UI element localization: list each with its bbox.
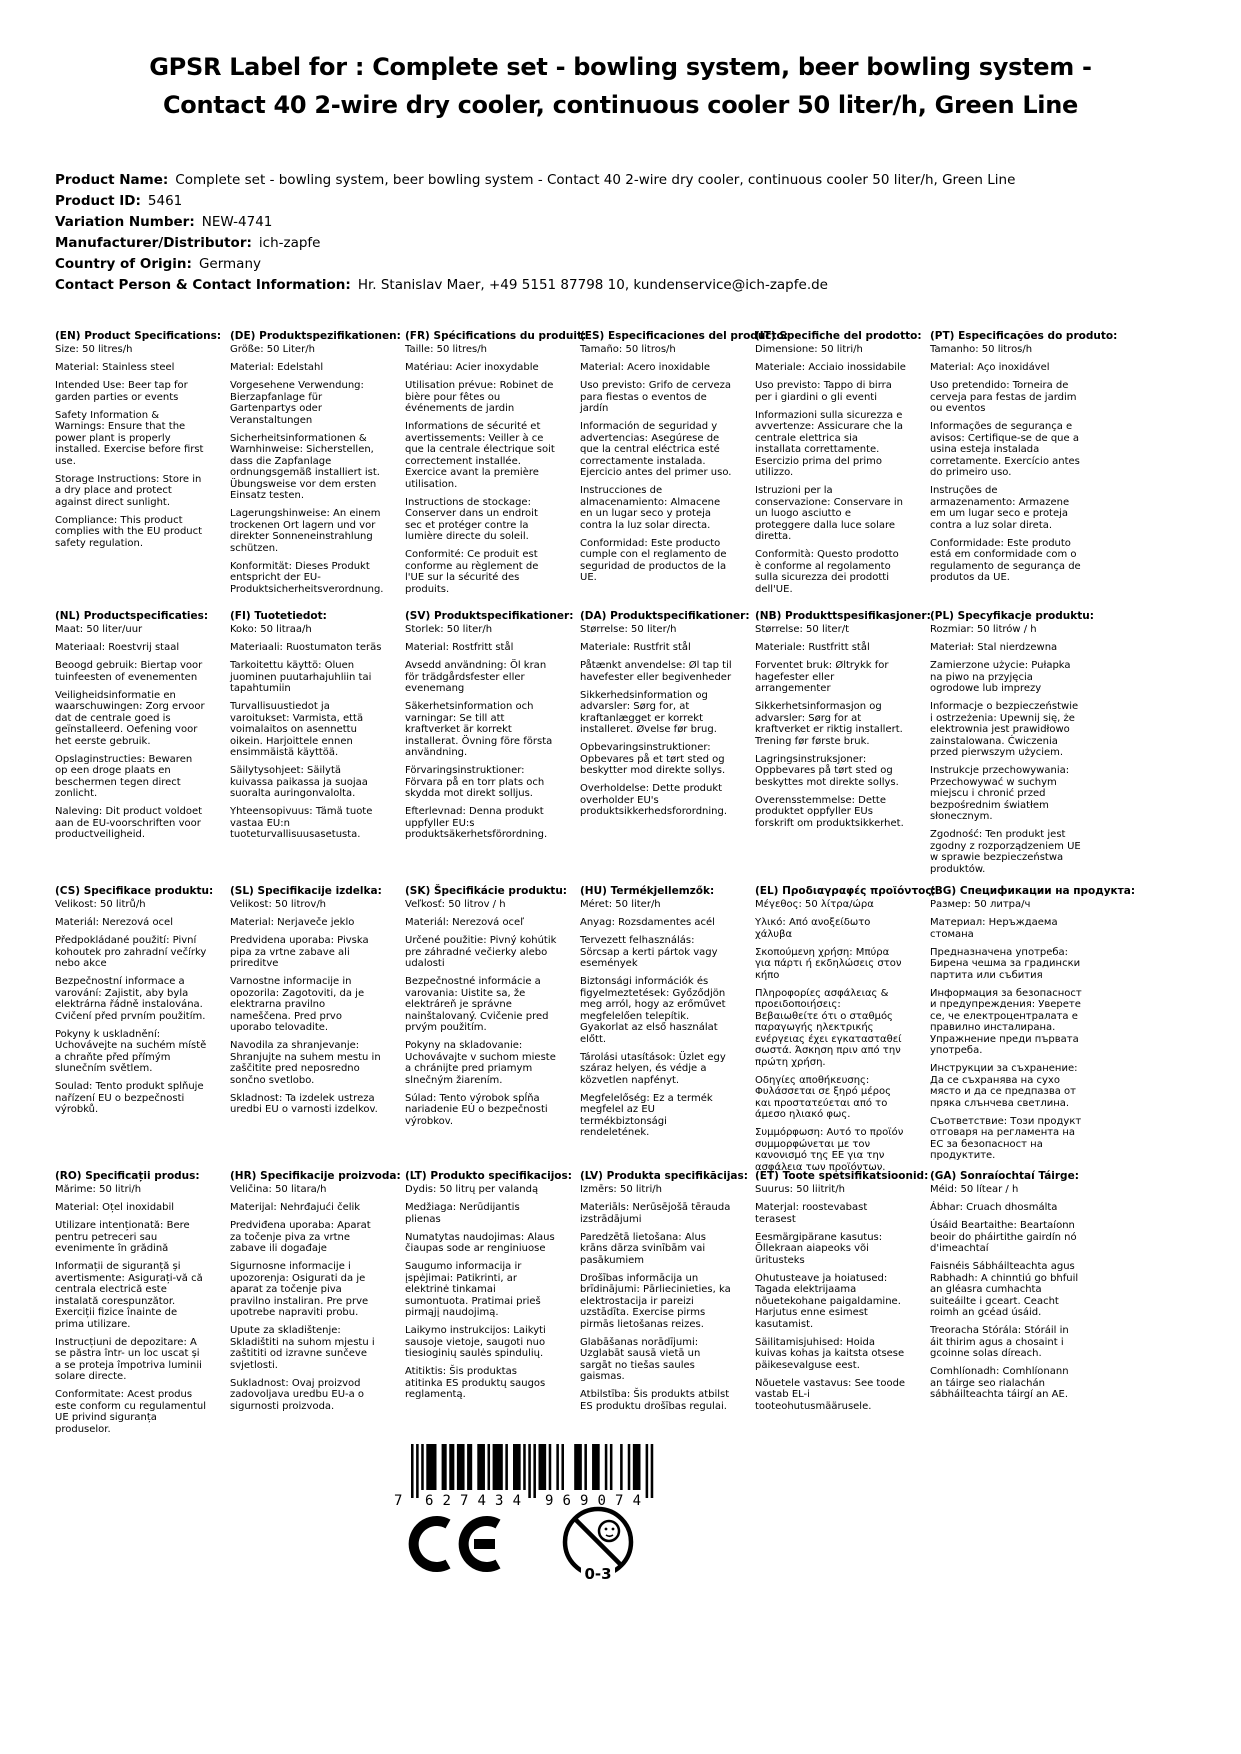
lang-paragraph: Conformidad: Este producto cumple con el reglamento de seguridad de productos de la UE. — [580, 537, 727, 583]
info-label: Variation Number: — [55, 214, 195, 230]
lang-block-nb — [755, 610, 931, 836]
lang-paragraph: Materijal: Nehrđajući čelik — [230, 1202, 361, 1213]
lang-paragraph: Matériau: Acier inoxydable — [405, 362, 539, 373]
lang-heading-sl: (SL) Specifikacije izdelka: — [230, 885, 382, 897]
lang-paragraph: Informacje o bezpieczeństwie i ostrzeżenia: Upewnij się, że elektrownia jest prawidłowo zainstalowana. Ćwiczenia przed pierwszym użyciem. — [930, 701, 1079, 758]
info-label: Product Name: — [55, 172, 169, 188]
lang-paragraph: Sigurnosne informacije i upozorenja: Osigurati da je aparat za točenje piva pravilno instaliran. Pre prve upotrebe napraviti probu. — [230, 1261, 369, 1318]
lang-paragraph: Sukladnost: Ovaj proizvod zadovoljava uredbu EU-a o sigurnosti proizvoda. — [230, 1377, 365, 1412]
info-row-5 — [55, 277, 1241, 293]
lang-paragraph: Overholdelse: Dette produkt overholder EU's produktsikkerhedsforordning. — [580, 783, 728, 817]
barcode-bars — [393, 1444, 668, 1508]
lang-paragraph: Material: Oțel inoxidabil — [55, 1202, 175, 1213]
lang-paragraph: Säilitamisjuhised: Hoida kuivas kohas ja kaitsta otsese päikesevalguse eest. — [755, 1336, 905, 1371]
lang-heading-bg: (BG) Спецификации на продукта: — [930, 885, 1136, 897]
lang-paragraph: Rozmiar: 50 litrów / h — [930, 624, 1037, 635]
barcode-group1-digits: 627434 — [425, 1493, 521, 1508]
page-title: GPSR Label for : Complete set - bowling system, beer bowling system - Contact 40 2-wire dry cooler, continuous cooler 50 liter/h, Green Line — [149, 53, 1092, 119]
lang-heading-fr: (FR) Spécifications du produit: — [405, 330, 587, 342]
lang-paragraph: Atbilstība: Šis produkts atbilst ES produktu drošības regulai. — [580, 1389, 730, 1412]
lang-block-sl — [230, 885, 390, 1122]
lang-paragraph: Medžiaga: Nerūdijantis plienas — [405, 1202, 520, 1225]
lang-paragraph: Vorgesehene Verwendung: Bierzapfanlage für Gartenpartys oder Veranstaltungen — [230, 380, 364, 426]
lang-heading-da: (DA) Produktspecifikationer: — [580, 610, 750, 622]
lang-paragraph: Instruções de armazenamento: Armazene em um lugar seco e proteja contra a luz solar direta. — [930, 485, 1070, 531]
info-row-1 — [55, 193, 1241, 209]
lang-paragraph: Conformité: Ce produit est conforme au règlement de l'UE sur la sécurité des produits. — [405, 549, 539, 595]
lang-paragraph: Информация за безопасност и предупреждения: Уверете се, че електроцентралата е правилно инсталирана. Упражнение преди първата употреба. — [930, 987, 1082, 1056]
lang-block-ga — [930, 1170, 1090, 1407]
barcode-group2-digits: 969074 — [545, 1493, 641, 1508]
lang-paragraph: Drošības informācija un brīdinājumi: Pārliecinieties, ka elektrostacija ir pareizi uzstādīta. Exercise pirms pirmās lietošanas reizes. — [580, 1272, 731, 1330]
lang-paragraph: Материал: Неръждаема стомана — [930, 917, 1058, 940]
info-value: NEW-4741 — [201, 214, 273, 230]
lang-paragraph: Sikkerhetsinformasjon og advarsler: Sørg for at kraftverket er riktig installert. Trening før første bruk. — [755, 701, 903, 747]
lang-paragraph: Biztonsági információk és figyelmeztetések: Győződjön meg arról, hogy az erőművet megfelelően telepítik. Gyakorlat az első használat előtt. — [580, 976, 726, 1045]
lang-block-hr — [230, 1170, 401, 1419]
lang-paragraph: Instrucciones de almacenamiento: Almacene en un lugar seco y proteja contra la luz solar directa. — [580, 485, 721, 531]
lang-heading-fi: (FI) Tuotetiedot: — [230, 610, 327, 622]
lang-block-it — [755, 330, 922, 602]
lang-block-es — [580, 330, 788, 590]
lang-paragraph: Uso previsto: Grifo de cerveza para fiestas o eventos de jardín — [580, 380, 732, 414]
lang-paragraph: Veličina: 50 litara/h — [230, 1184, 327, 1195]
lang-paragraph: Taille: 50 litres/h — [405, 344, 487, 355]
lang-block-fi — [230, 610, 390, 847]
info-value: 5461 — [147, 193, 183, 209]
lang-heading-sv: (SV) Produktspecifikationer: — [405, 610, 574, 622]
lang-paragraph: Material: Rostfritt stål — [405, 642, 514, 653]
lang-block-pt — [930, 330, 1118, 590]
lang-paragraph: Uso pretendido: Torneira de cerveja para festas de jardim ou eventos — [930, 380, 1077, 414]
lang-paragraph: Material: Edelstahl — [230, 362, 324, 373]
lang-paragraph: Yhteensopivuus: Tämä tuote vastaa EU:n tuoteturvallisuusasetusta. — [230, 806, 373, 840]
lang-heading-hr: (HR) Specifikacije proizvoda: — [230, 1170, 401, 1182]
lang-paragraph: Påtænkt anvendelse: Øl tap til havefester eller begivenheder — [580, 660, 732, 683]
info-label: Country of Origin: — [55, 256, 192, 272]
lang-paragraph: Předpokládané použití: Pivní kohoutek pro zahradní večírky nebo akce — [55, 935, 207, 969]
lang-paragraph: Určené použitie: Pivný kohútik pre záhradné večierky alebo udalosti — [405, 935, 557, 969]
lang-heading-pl: (PL) Specyfikacje produktu: — [930, 610, 1094, 622]
lang-heading-ga: (GA) Sonraíochtaí Táirge: — [930, 1170, 1079, 1182]
info-label: Product ID: — [55, 193, 141, 209]
lang-heading-de: (DE) Produktspezifikationen: — [230, 330, 401, 342]
lang-paragraph: Laikymo instrukcijos: Laikyti sausoje vietoje, saugoti nuo tiesioginių saulės spindulių. — [405, 1325, 546, 1359]
lang-paragraph: Materiale: Acciaio inossidabile — [755, 362, 906, 373]
lang-paragraph: Navodila za shranjevanje: Shranjujte na suhem mestu in zaščitite pred neposredno sončno svetlobo. — [230, 1040, 381, 1086]
lang-paragraph: Méid: 50 lítear / h — [930, 1184, 1019, 1195]
lang-block-el — [755, 885, 936, 1182]
lang-paragraph: Safety Information & Warnings: Ensure that the power plant is properly installed. Exercise before first use. — [55, 409, 204, 467]
lang-paragraph: Turvallisuustiedot ja varoitukset: Varmista, että voimalaitos on asennettu oikein. Harjoittele ennen ensimmäistä käyttöä. — [230, 701, 364, 758]
barcode-left-digit: 7 — [394, 1493, 403, 1508]
lang-paragraph: Úsáid Beartaithe: Beartaíonn beoir do pháirtithe gairdín nó d'imeachtaí — [930, 1220, 1077, 1254]
lang-paragraph: Instrukcje przechowywania: Przechowywać w suchym miejscu i chronić przed bezpośrednim światłem słonecznym. — [930, 765, 1070, 822]
lang-paragraph: Bezpečnostní informace a varování: Zajistit, aby byla elektrárna řádně instalována. Cvičení před prvním použitím. — [55, 976, 206, 1022]
lang-paragraph: Material: Nerjaveče jeklo — [230, 917, 355, 928]
lang-paragraph: Compliance: This product complies with the EU product safety regulation. — [55, 514, 203, 549]
lang-paragraph: Materiał: Stal nierdzewna — [930, 642, 1058, 653]
lang-paragraph: Informations de sécurité et avertissements: Veiller à ce que la centrale électrique soit correctement installée. Exercice avant la première utilisation. — [405, 421, 555, 490]
lang-paragraph: Anyag: Rozsdamentes acél — [580, 917, 715, 928]
lang-paragraph: Storlek: 50 liter/h — [405, 624, 493, 635]
lang-paragraph: Suurus: 50 liitrit/h — [755, 1184, 845, 1195]
lang-heading-sk: (SK) Špecifikácie produktu: — [405, 885, 568, 897]
lang-paragraph: Forventet bruk: Øltrykk for hagefester eller arrangementer — [755, 660, 889, 694]
lang-paragraph: Συμμόρφωση: Αυτό το προϊόν συμμορφώνεται με τον κανονισμό της ΕΕ για την ασφάλεια των προϊόντων. — [755, 1127, 904, 1173]
lang-paragraph: Dimensione: 50 litri/h — [755, 344, 863, 355]
lang-paragraph: Οδηγίες αποθήκευσης: Φυλάσσεται σε ξηρό μέρος και προστατεύεται από το άμεσο ηλιακό φως. — [755, 1074, 892, 1120]
lang-paragraph: Instrucțiuni de depozitare: A se păstra într- un loc uscat și a se proteja împotriva luminii solare directe. — [55, 1336, 202, 1382]
lang-block-pl — [930, 610, 1094, 882]
lang-paragraph: Bezpečnostné informácie a varovania: Uistite sa, že elektráreň je správne nainštalovaný. Cvičenie pred prvým použitím. — [405, 976, 549, 1033]
lang-paragraph: Размер: 50 литра/ч — [930, 899, 1031, 910]
lang-paragraph: Eesmärgipärane kasutus: Õllekraan aiapeoks või üritusteks — [755, 1231, 883, 1266]
lang-block-de — [230, 330, 401, 602]
lang-paragraph: Pokyny k uskladnění: Uchovávejte na suchém místě a chraňte před přímým slunečním světlem. — [55, 1028, 207, 1074]
lang-paragraph: Veľkosť: 50 litrov / h — [405, 899, 506, 910]
lang-paragraph: Πληροφορίες ασφάλειας & προειδοποιήσεις: Βεβαιωθείτε ότι ο σταθμός παραγωγής ηλεκτρικής ενέργειας έχει εγκατασταθεί σωστά. Άσκηση πριν από την πρώτη χρήση. — [755, 987, 902, 1068]
lang-heading-cs: (CS) Specifikace produktu: — [55, 885, 214, 897]
lang-block-sk — [405, 885, 568, 1134]
lang-paragraph: Velikost: 50 litrov/h — [230, 899, 327, 910]
lang-paragraph: Ohutusteave ja hoiatused: Tagada elektrijaama nõuetekohane paigaldamine. Harjutus enne esimest kasutamist. — [755, 1272, 901, 1330]
lang-paragraph: Storage Instructions: Store in a dry place and protect against direct sunlight. — [55, 473, 202, 508]
info-value: Hr. Stanislav Maer, +49 5151 87798 10, kundenservice@ich-zapfe.de — [357, 277, 828, 293]
lang-heading-el: (EL) Προδιαγραφές προϊόντος: — [755, 885, 936, 897]
lang-block-en — [55, 330, 222, 556]
lang-paragraph: Súlad: Tento výrobok spĺňa nariadenie EÚ o bezpečnosti výrobkov. — [405, 1092, 548, 1127]
lang-paragraph: Materiál: Nerezová ocel — [55, 917, 173, 928]
lang-paragraph: Uso previsto: Tappo di birra per i giardini o gli eventi — [755, 380, 892, 403]
lang-paragraph: Utilizare intenționată: Bere pentru petreceri sau evenimente în grădină — [55, 1220, 190, 1254]
lang-paragraph: Size: 50 litres/h — [55, 344, 133, 355]
lang-paragraph: Nõuetele vastavus: See toode vastab EL-i tooteohutusmäärusele. — [755, 1377, 906, 1412]
info-row-0 — [55, 172, 1241, 188]
lang-paragraph: Zgodność: Ten produkt jest zgodny z rozporządzeniem UE w sprawie bezpieczeństwa produktów. — [930, 829, 1081, 875]
lang-paragraph: Materjal: roostevabast terasest — [755, 1202, 868, 1225]
info-row-4 — [55, 256, 1241, 272]
lang-paragraph: Velikost: 50 litrů/h — [55, 899, 146, 910]
lang-paragraph: Sicherheitsinformationen & Warnhinweise: Sicherstellen, dass die Zapfanlage ordnungsgemäß installiert ist. Übungsweise vor dem ersten Einsatz testen. — [230, 432, 380, 501]
lang-block-lv — [580, 1170, 748, 1419]
lang-block-fr — [405, 330, 587, 602]
lang-paragraph: Comhlíonadh: Comhlíonann an táirge seo rialachán sábháilteachta táirgí an AE. — [930, 1366, 1069, 1400]
lang-paragraph: Größe: 50 Liter/h — [230, 344, 315, 355]
product-info-section — [55, 172, 1241, 298]
lang-paragraph: Megfelelőség: Ez a termék megfelel az EU termékbiztonsági rendeletének. — [580, 1092, 713, 1138]
lang-paragraph: Lagringsinstruksjoner: Oppbevares på tørt sted og beskyttes mot direkte sollys. — [755, 753, 899, 788]
lang-paragraph: Informações de segurança e avisos: Certifique-se de que a usina esteja instalada corretamente. Exercício antes do primeiro uso. — [930, 421, 1080, 478]
lang-block-sv — [405, 610, 574, 847]
lang-heading-en: (EN) Product Specifications: — [55, 330, 222, 342]
lang-paragraph: Materiale: Rustfritt stål — [755, 642, 870, 653]
ce-mark-icon — [402, 1514, 506, 1578]
lang-paragraph: Faisnéis Sábháilteachta agus Rabhadh: A chinntiú go bhfuil an gléasra cumhachta suiteáilte i gceart. Ceacht roimh an gcéad úsáid. — [930, 1261, 1079, 1318]
info-row-2 — [55, 214, 1241, 230]
lang-paragraph: Utilisation prévue: Robinet de bière pour fêtes ou événements de jardin — [405, 380, 554, 414]
lang-block-nl — [55, 610, 215, 847]
lang-paragraph: Opbevaringsinstruktioner: Opbevares på et tørt sted og beskytter mod direkte sollys. — [580, 742, 726, 776]
lang-paragraph: Størrelse: 50 liter/t — [755, 624, 849, 635]
lang-paragraph: Materiaali: Ruostumaton teräs — [230, 642, 382, 653]
lang-heading-ro: (RO) Specificații produs: — [55, 1170, 200, 1182]
lang-paragraph: Sikkerhedsinformation og advarsler: Sørg for, at kraftanlægget er korrekt installeret. Øvelse før brug. — [580, 689, 717, 735]
lang-paragraph: Numatytas naudojimas: Alaus čiaupas sode ar renginiuose — [405, 1231, 555, 1254]
lang-paragraph: Predviđena uporaba: Aparat za točenje piva za vrtne zabave ili događaje — [230, 1220, 371, 1254]
lang-paragraph: Material: Aço inoxidável — [930, 362, 1050, 373]
lang-paragraph: Σκοπούμενη χρήση: Μπύρα για πάρτι ή εκδηλώσεις στον κήπο — [755, 946, 902, 981]
lang-paragraph: Overensstemmelse: Dette produktet oppfyller EUs forskrift om produktsikkerhet. — [755, 794, 904, 829]
info-row-3 — [55, 235, 1241, 251]
lang-paragraph: Lagerungshinweise: An einem trockenen Ort lagern und vor direkter Sonneneinstrahlung schützen. — [230, 508, 381, 554]
lang-paragraph: Instructions de stockage: Conserver dans un endroit sec et protéger contre la lumière directe du soleil. — [405, 496, 538, 542]
info-label: Manufacturer/Distributor: — [55, 235, 252, 251]
lang-paragraph: Upute za skladištenje: Skladištiti na suhom mjestu i zaštititi od izravne sunčeve svjetlosti. — [230, 1325, 375, 1371]
lang-heading-pt: (PT) Especificações do produto: — [930, 330, 1118, 342]
lang-paragraph: Izmērs: 50 litri/h — [580, 1184, 662, 1195]
lang-paragraph: Säilytysohjeet: Säilytä kuivassa paikassa ja suojaa suoralta auringonvalolta. — [230, 765, 368, 799]
lang-block-ro — [55, 1170, 215, 1442]
lang-heading-it: (IT) Specifiche del prodotto: — [755, 330, 922, 342]
info-value: Germany — [198, 256, 261, 272]
lang-paragraph: Инструкции за съхранение: Да се съхранява на сухо място и да се предпазва от пряка слънчева светлина. — [930, 1063, 1078, 1109]
lang-paragraph: Naleving: Dit product voldoet aan de EU-voorschriften voor productveiligheid. — [55, 806, 203, 840]
lang-paragraph: Saugumo informacija ir įspėjimai: Patikrinti, ar elektrinė tinkamai sumontuota. Pratimai prieš pirmąjį naudojimą. — [405, 1261, 541, 1318]
lang-heading-nb: (NB) Produkttspesifikasjoner: — [755, 610, 931, 622]
lang-heading-et: (ET) Toote spetsifikatsioonid: — [755, 1170, 929, 1182]
lang-paragraph: Materiál: Nerezová oceľ — [405, 917, 524, 928]
lang-paragraph: Varnostne informacije in opozorila: Zagotoviti, da je elektrarna pravilno nameščena. Pred prvo uporabo telovadite. — [230, 976, 365, 1033]
lang-paragraph: Soulad: Tento produkt splňuje nařízení EU o bezpečnosti výrobků. — [55, 1081, 204, 1115]
lang-paragraph: Zamierzone użycie: Pułapka na piwo na przyjęcia ogrodowe lub imprezy — [930, 660, 1071, 694]
lang-block-bg — [930, 885, 1136, 1168]
lang-paragraph: Veiligheidsinformatie en waarschuwingen: Zorg ervoor dat de centrale goed is geïnstalleerd. Oefening voor het eerste gebruik. — [55, 689, 205, 747]
lang-paragraph: Atitiktis: Šis produktas atitinka ES produktų saugos reglamentą. — [405, 1366, 546, 1400]
lang-paragraph: Material: Acero inoxidable — [580, 362, 711, 373]
lang-paragraph: Koko: 50 litraa/h — [230, 624, 312, 635]
lang-heading-hu: (HU) Termékjellemzők: — [580, 885, 715, 897]
lang-paragraph: Pokyny na skladovanie: Uchovávajte v suchom mieste a chránijte pred priamym slnečným žiarením. — [405, 1040, 556, 1086]
lang-heading-es: (ES) Especificaciones del producto: — [580, 330, 788, 342]
info-label: Contact Person & Contact Information: — [55, 277, 351, 293]
age-warning-icon — [558, 1502, 638, 1590]
lang-paragraph: Konformität: Dieses Produkt entspricht der EU-Produktsicherheitsverordnung. — [230, 560, 384, 595]
lang-paragraph: Tárolási utasítások: Üzlet egy száraz helyen, és védje a közvetlen napfényt. — [580, 1051, 726, 1086]
lang-paragraph: Säkerhetsinformation och varningar: Se till att kraftverket är korrekt installerat. Övning före första användning. — [405, 701, 553, 758]
lang-block-hu — [580, 885, 740, 1145]
lang-paragraph: Conformità: Questo prodotto è conforme al regolamento sulla sicurezza dei prodotti dell'UE. — [755, 549, 899, 595]
lang-block-da — [580, 610, 750, 824]
lang-paragraph: Conformitate: Acest produs este conform cu regulamentul UE privind siguranța produselor. — [55, 1389, 206, 1435]
lang-paragraph: Tervezett felhasználás: Sörcsap a kerti pártok vagy események — [580, 935, 718, 969]
lang-block-cs — [55, 885, 215, 1122]
lang-paragraph: Paredzētā lietošana: Alus krāns dārza svinībām vai pasākumiem — [580, 1231, 706, 1266]
lang-paragraph: Ábhar: Cruach dhosmálta — [930, 1202, 1058, 1213]
lang-paragraph: Størrelse: 50 liter/h — [580, 624, 677, 635]
lang-paragraph: Mărime: 50 litri/h — [55, 1184, 142, 1195]
lang-paragraph: Información de seguridad y advertencias: Asegúrese de que la central eléctrica esté correctamente instalada. Ejercicio antes del primer uso. — [580, 421, 732, 478]
lang-paragraph: Maat: 50 liter/uur — [55, 624, 143, 635]
lang-paragraph: Efterlevnad: Denna produkt uppfyller EU:s produktsäkerhetsförordning. — [405, 806, 548, 840]
lang-paragraph: Informazioni sulla sicurezza e avvertenze: Assicurare che la centrale elettrica sia installata correttamente. Esercizio prima del primo utilizzo. — [755, 409, 903, 478]
info-value: ich-zapfe — [258, 235, 321, 251]
lang-paragraph: Materiāls: Nerūsējošā tērauda izstrādājumi — [580, 1202, 731, 1225]
lang-paragraph: Съответствие: Този продукт отговаря на регламента на ЕС за безопасност на продуктите. — [930, 1115, 1082, 1161]
lang-paragraph: Materiale: Rustfrit stål — [580, 642, 691, 653]
lang-paragraph: Treoracha Stórála: Stóráil in áit thirim agus a chosaint i gcoinne solas díreach. — [930, 1325, 1069, 1359]
lang-paragraph: Avsedd användning: Öl kran för trädgårdsfester eller evenemang — [405, 660, 547, 694]
lang-paragraph: Conformidade: Este produto está em conformidade com o regulamento de segurança de produtos da UE. — [930, 537, 1081, 583]
lang-paragraph: Glabāšanas norādījumi: Uzglabāt sausā vietā un sargāt no tiešas saules gaismas. — [580, 1336, 701, 1382]
lang-paragraph: Opslaginstructies: Bewaren op een droge plaats en beschermen tegen direct zonlicht. — [55, 753, 193, 799]
lang-paragraph: Material: Stainless steel — [55, 362, 175, 373]
language-specs-grid — [55, 330, 1136, 1450]
lang-paragraph: Beoogd gebruik: Biertap voor tuinfeesten of evenementen — [55, 660, 203, 683]
lang-paragraph: Méret: 50 liter/h — [580, 899, 661, 910]
lang-paragraph: Μέγεθος: 50 λίτρα/ώρα — [755, 899, 874, 910]
lang-paragraph: Tarkoitettu käyttö: Oluen juominen puutarhajuhliin tai tapahtumiin — [230, 660, 372, 694]
lang-paragraph: Istruzioni per la conservazione: Conservare in un luogo asciutto e proteggere dalla luce solare diretta. — [755, 485, 903, 542]
lang-heading-lv: (LV) Produkta specifikācijas: — [580, 1170, 748, 1182]
lang-paragraph: Materiaal: Roestvrij staal — [55, 642, 180, 653]
lang-paragraph: Tamanho: 50 litros/h — [930, 344, 1033, 355]
lang-block-et — [755, 1170, 929, 1419]
lang-paragraph: Tamaño: 50 litros/h — [580, 344, 676, 355]
lang-paragraph: Informații de siguranță și avertismente: Asigurați-vă că centrala electrică este instalată corespunzător. Exerciții fizice înainte de prima utilizare. — [55, 1261, 203, 1330]
lang-paragraph: Skladnost: Ta izdelek ustreza uredbi EU o varnosti izdelkov. — [230, 1092, 378, 1115]
lang-paragraph: Förvaringsinstruktioner: Förvara på en torr plats och skydda mot direkt solljus. — [405, 765, 545, 799]
lang-heading-lt: (LT) Produkto specifikacijos: — [405, 1170, 572, 1182]
lang-heading-nl: (NL) Productspecificaties: — [55, 610, 209, 622]
lang-paragraph: Intended Use: Beer tap for garden parties or events — [55, 380, 188, 403]
lang-block-lt — [405, 1170, 572, 1407]
info-value: Complete set - bowling system, beer bowling system - Contact 40 2-wire dry cooler, continuous cooler 50 liter/h, Green Line — [175, 172, 1016, 188]
age-warning-label: 0-3 — [584, 1565, 612, 1583]
lang-paragraph: Dydis: 50 litrų per valandą — [405, 1184, 539, 1195]
lang-paragraph: Υλικό: Από ανοξείδωτο χάλυβα — [755, 917, 871, 940]
lang-paragraph: Предназначена употреба: Бирена чешма за градински партита или събития — [930, 946, 1081, 981]
lang-paragraph: Predvidena uporaba: Pivska pipa za vrtne zabave ali prireditve — [230, 935, 369, 969]
